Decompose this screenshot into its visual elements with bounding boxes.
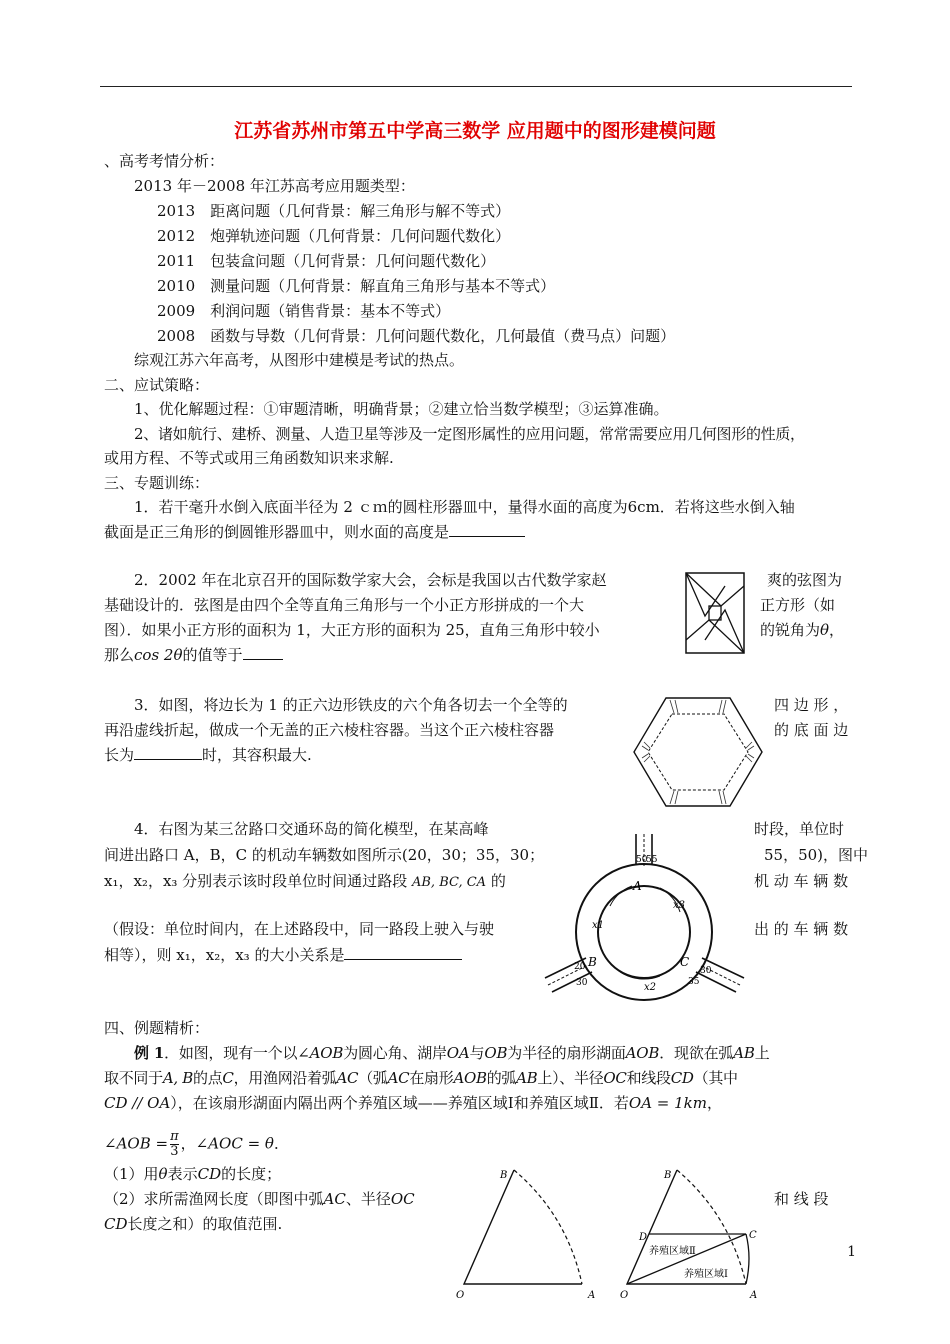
sec1-summary: 综观江苏六年高考，从图形中建模是考试的热点。: [134, 351, 465, 369]
q1-line1: 1．若干毫升水倒入底面半径为 2 ｃｍ的圆柱形器皿中，量得水面的高度为6cm．若将这些水倒入轴: [134, 498, 795, 516]
sec1-item: 2010 测量问题（几何背景：解直角三角形与基本不等式）: [157, 277, 556, 295]
ex1-line1: 例 1．如图，现有一个以∠AOB为圆心角、湖岸OA与OB为半径的扇形湖面AOB．现欲在弧AB上: [134, 1044, 770, 1062]
q2-line3-right: 的锐角为θ，: [760, 621, 845, 639]
answer-blank: [344, 959, 462, 960]
ex1-line2: 取不同于A, B的点C，用渔网沿着弧AC（弧AC在扇形AOB的弧AB上）、半径OC和线段CD（其中: [104, 1069, 738, 1087]
fig1-label-A: A: [588, 1290, 596, 1301]
q4-line2-right: 55，50)，图中: [764, 846, 869, 864]
q3-line2-right: 的 底 面 边: [774, 721, 849, 739]
sec2-p2b: 或用方程、不等式或用三角函数知识来求解.: [104, 449, 394, 467]
label-55: 55: [646, 855, 658, 865]
fig1-label-O: O: [456, 1290, 465, 1301]
q1-line2: 截面是正三角形的倒圆锥形器皿中，则水面的高度是: [104, 521, 525, 543]
q2-line3: 图）．如果小正方形的面积为 1，大正方形的面积为 25，直角三角形中较小: [104, 621, 600, 639]
sec1-item: 2013 距离问题（几何背景：解三角形与解不等式）: [157, 202, 511, 220]
sec1-intro: 2013 年－2008 年江苏高考应用题类型：: [134, 177, 415, 195]
sec2-p1: 1、优化解题过程：①审题清晰，明确背景；②建立恰当数学模型；③运算准确。: [134, 400, 669, 418]
label-x2: x2: [644, 982, 657, 993]
sec1-heading: 、高考考情分析：: [104, 152, 225, 170]
fig2-label-B: B: [664, 1170, 672, 1181]
sec2-p2a: 2、诸如航行、建桥、测量、人造卫星等涉及一定图形属性的应用问题，常常需要应用几何图形的性质，: [134, 425, 805, 443]
sec1-item: 2008 函数与导数（几何背景：几何问题代数化，几何最值（费马点）问题）: [157, 327, 676, 345]
q2-line1: 2．2002 年在北京召开的国际数学家大会，会标是我国以古代数学家赵: [134, 571, 607, 589]
label-A: A: [633, 879, 642, 893]
q2-line2-right: 正方形（如: [760, 596, 836, 614]
q2-line1-right: 爽的弦图为: [767, 571, 843, 589]
sector-figures: [452, 1160, 762, 1304]
sec2-heading: 二、应试策略：: [104, 376, 210, 394]
q4-line4-right: 出 的 车 辆 数: [754, 920, 849, 938]
ex1-q1: （1）用θ表示CD的长度；: [104, 1165, 282, 1183]
page-number: 1: [847, 1244, 856, 1260]
q4-line4: （假设：单位时间内，在上述路段中，同一路段上驶入与驶: [104, 920, 495, 938]
answer-blank: [134, 759, 202, 760]
fig1-label-B: B: [500, 1170, 508, 1181]
label-50: 50: [636, 855, 648, 865]
zone1-label: 养殖区域Ⅰ: [684, 1269, 728, 1280]
q4-line3-right: 机 动 车 辆 数: [754, 872, 849, 890]
zone2-label: 养殖区域Ⅱ: [649, 1246, 696, 1257]
fig2-label-A: A: [750, 1290, 758, 1301]
label-20: 20: [574, 962, 586, 972]
sec4-heading: 四、例题精析：: [104, 1019, 210, 1037]
q2-line4: 那么cos 2θ的值等于: [104, 644, 283, 666]
page-title: 江苏省苏州市第五中学高三数学 应用题中的图形建模问题: [234, 120, 716, 142]
ex1-q2-cont: CD长度之和）的取值范围.: [104, 1215, 283, 1233]
label-C: C: [680, 955, 690, 969]
label-30-left: 30: [576, 978, 588, 988]
ex1-q2-right: 和 线 段: [774, 1190, 829, 1208]
fig2-label-C: C: [749, 1230, 757, 1241]
q4-line1-right: 时段，单位时: [754, 820, 845, 838]
hexagon-figure: [630, 692, 766, 812]
ex1-q2: （2）求所需渔网长度（即图中弧AC、半径OC: [104, 1190, 415, 1208]
roundabout-figure: [540, 832, 750, 1004]
q4-line2: 间进出路口 A，B，C 的机动车辆数如图所示(20，30；35，30；: [104, 846, 545, 864]
label-B: B: [588, 955, 597, 969]
sec1-item: 2009 利润问题（销售背景：基本不等式）: [157, 302, 451, 320]
answer-blank: [449, 536, 525, 537]
header-rule: [100, 86, 852, 87]
label-x1: x1: [592, 920, 605, 931]
q4-line1: 4．右图为某三岔路口交通环岛的简化模型，在某高峰: [134, 820, 489, 838]
q3-line2: 再沿虚线折起，做成一个无盖的正六棱柱容器。当这个正六棱柱容器: [104, 721, 555, 739]
answer-blank: [243, 659, 283, 660]
sec1-item: 2011 包装盒问题（几何背景：几何问题代数化）: [157, 252, 496, 270]
q4-line5: 相等），则 x₁，x₂，x₃ 的大小关系是: [104, 944, 462, 966]
ex1-line4: ∠AOB = $\frac{\pi}{3}$ ，∠AOC = θ．: [104, 1129, 289, 1159]
q4-line3: x₁，x₂，x₃ 分别表示该时段单位时间通过路段 AB, BC, CA 的: [104, 872, 506, 890]
label-35: 35: [688, 977, 700, 987]
sec3-heading: 三、专题训练：: [104, 474, 210, 492]
ex1-line3: CD // OA），在该扇形湖面内隔出两个养殖区域——养殖区域Ⅰ和养殖区域Ⅱ．若OA = 1km，: [104, 1094, 723, 1112]
q2-line2: 基础设计的．弦图是由四个全等直角三角形与一个小正方形拼成的一个大: [104, 596, 585, 614]
xian-figure: [685, 572, 745, 654]
q3-line1: 3．如图，将边长为 1 的正六边形铁皮的六个角各切去一个全等的: [134, 696, 568, 714]
label-x3: x3: [673, 900, 686, 911]
fig2-label-O: O: [620, 1290, 629, 1301]
q3-line3: 长为 时，其容积最大.: [104, 746, 312, 764]
fig2-label-D: D: [639, 1232, 648, 1243]
sec1-item: 2012 炮弹轨迹问题（几何背景：几何问题代数化）: [157, 227, 511, 245]
q3-line1-right: 四 边 形 ，: [774, 696, 849, 714]
label-30-right: 30: [700, 966, 712, 976]
